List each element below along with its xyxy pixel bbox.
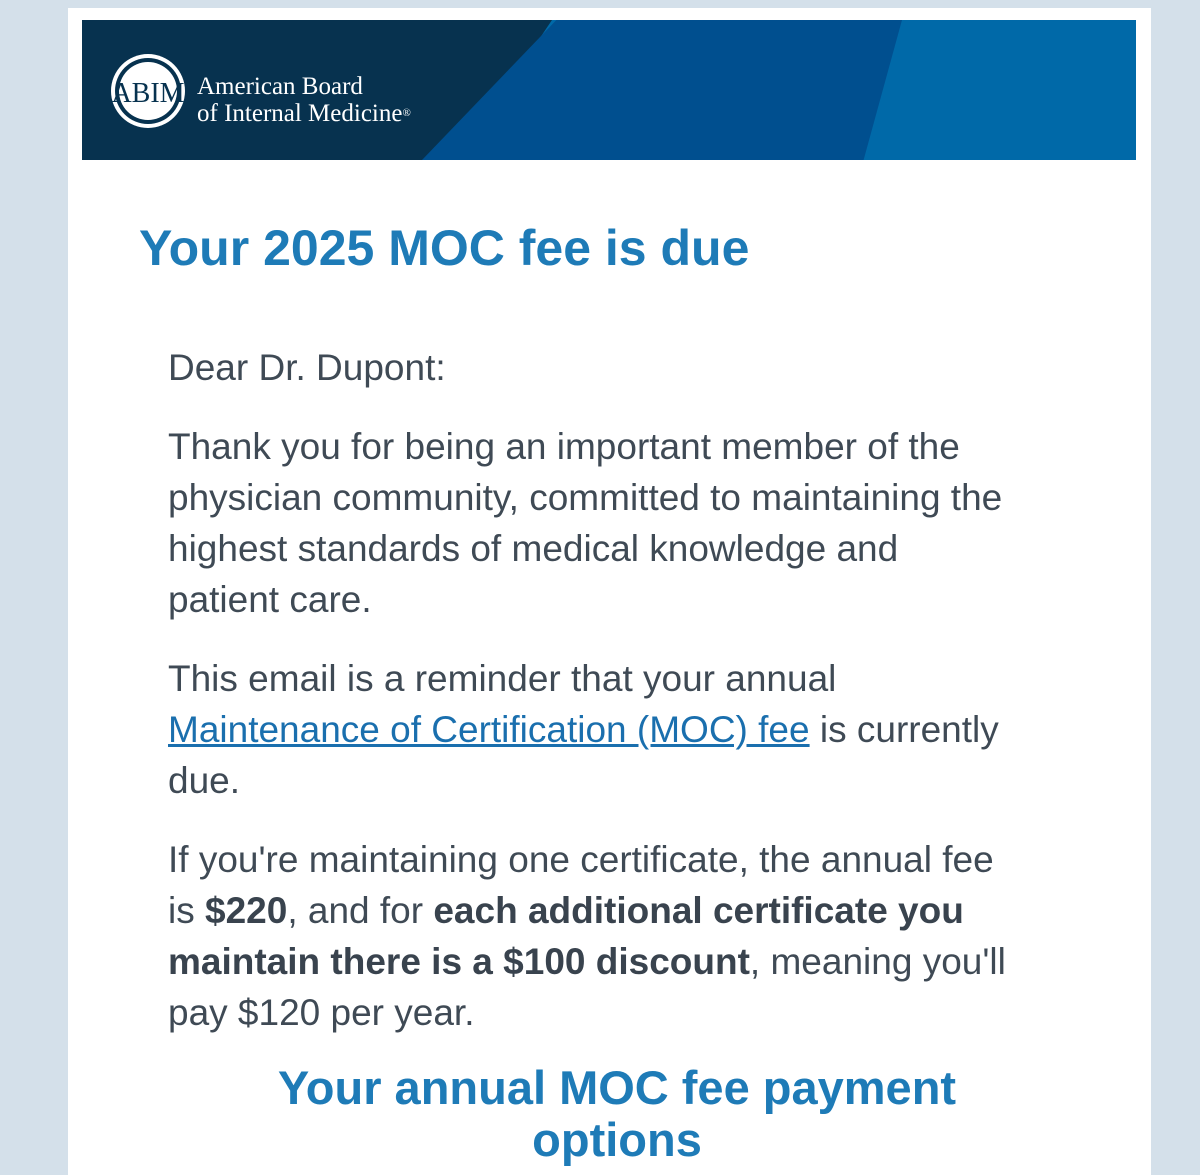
- email-message: [168, 342, 1018, 1066]
- paragraph-thanks: Thank you for being an important member of the physician community, committed to maintaining the highest standards of medical knowledge and patient care.: [168, 426, 1003, 620]
- abim-logo-icon: [109, 52, 187, 130]
- fee-text-b: , and for: [287, 890, 434, 931]
- fee-amount: $220: [205, 890, 288, 931]
- registered-mark: ®: [402, 107, 411, 119]
- email-title: Your 2025 MOC fee is due: [139, 220, 750, 276]
- reminder-text-before: This email is a reminder that your annual: [168, 658, 837, 699]
- section-heading-payment-options: Your annual MOC fee payment options: [277, 1061, 957, 1166]
- fee-discount: each additional certificate you maintain there is a $100 discount: [168, 890, 964, 982]
- moc-fee-link[interactable]: Maintenance of Certification (MOC) fee: [168, 709, 810, 750]
- org-name-line2: of Internal Medicine: [197, 100, 403, 127]
- fee-text-c: , meaning you'll pay $120 per year.: [168, 941, 1006, 1033]
- paragraph-fee-details: [168, 834, 1018, 1038]
- org-name: [197, 73, 411, 127]
- org-name-line1: American Board: [197, 73, 363, 100]
- reminder-text-after: is currently due.: [168, 709, 999, 801]
- email-body: [82, 20, 1136, 1175]
- greeting: Dear Dr. Dupont:: [168, 347, 446, 388]
- logo-mark-text: ABIM: [111, 78, 185, 109]
- header-banner: [82, 20, 1136, 160]
- org-name-line2-wrap: [197, 100, 411, 127]
- paragraph-reminder: [168, 653, 1018, 806]
- fee-text-a: If you're maintaining one certificate, the annual fee is: [168, 839, 994, 931]
